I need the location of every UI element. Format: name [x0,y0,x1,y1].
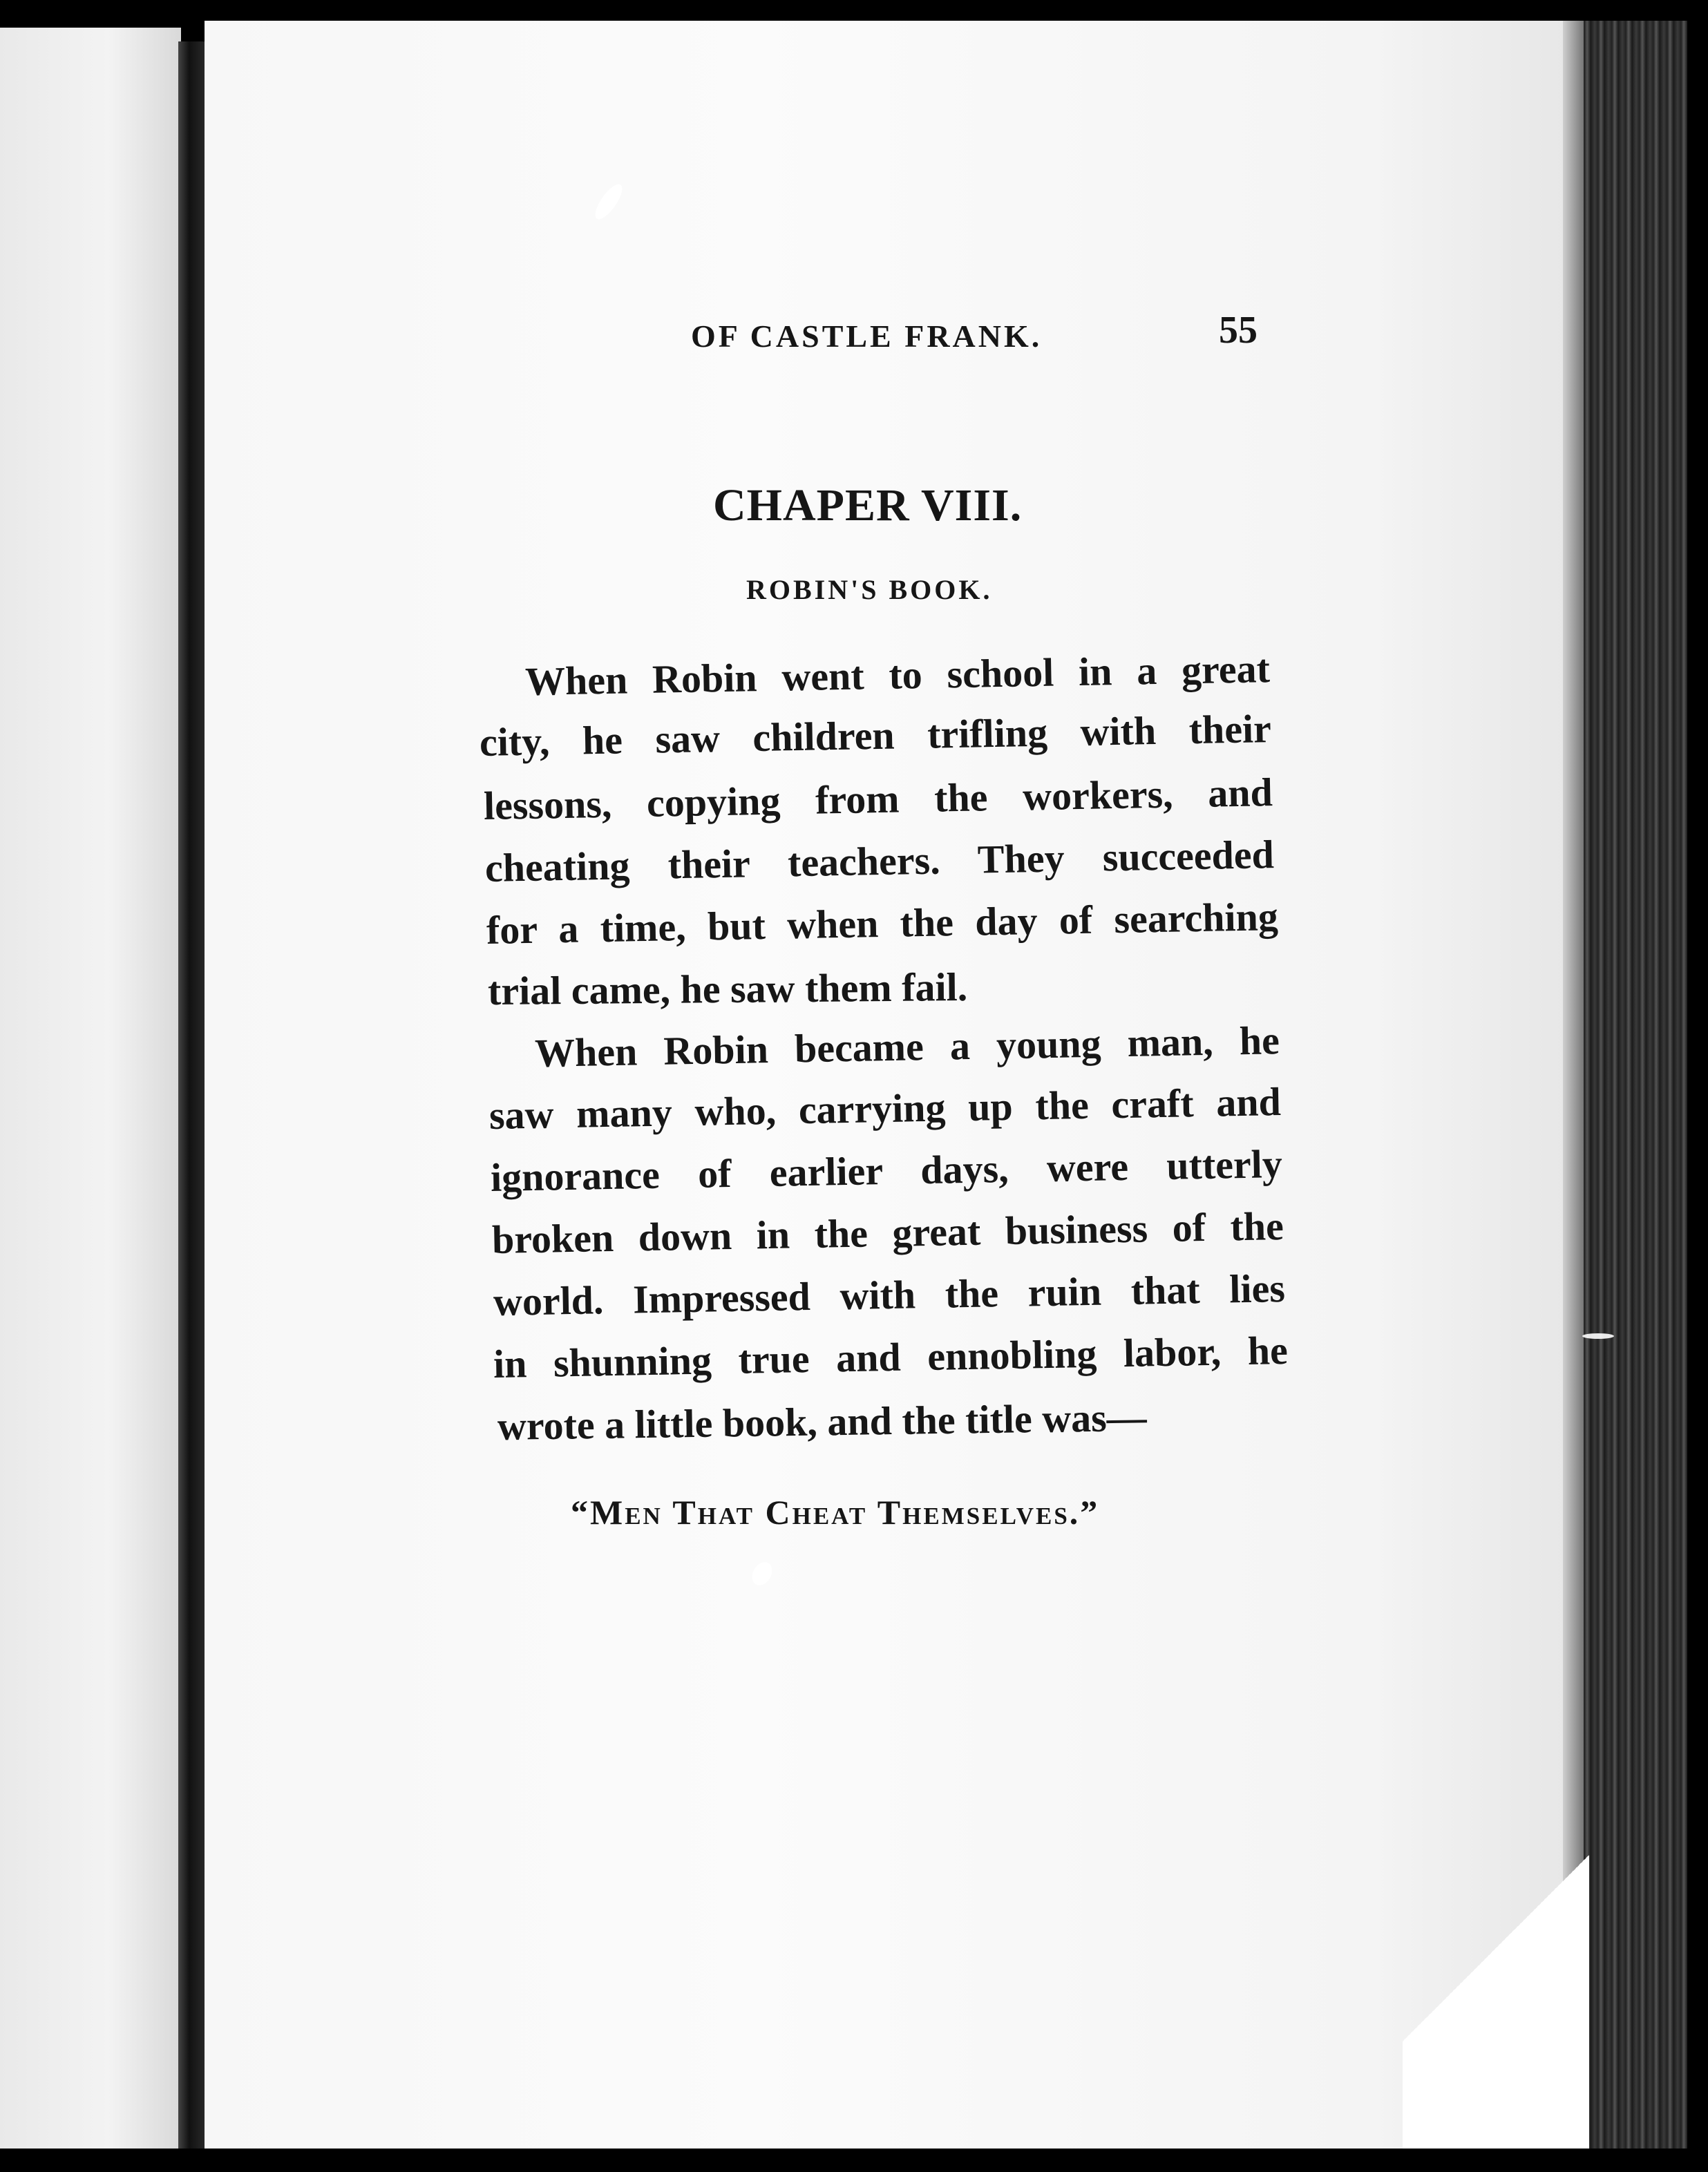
paragraph-line: saw many who, carrying up the craft and [488,1079,1282,1138]
paragraph-line: for a time, but when the day of searching [486,894,1279,953]
paragraph-line: wrote a little book, and the title was— [497,1394,1148,1449]
book-title: “Men That Cheat Themselves.” [571,1493,1100,1532]
paragraph-line: in shunning true and ennobling labor, he [493,1327,1289,1387]
paragraph-line: trial came, he saw them fail. [487,964,968,1013]
paragraph-line: world. Impressed with the ruin that lies [493,1266,1286,1324]
running-head: OF CASTLE FRANK. [691,318,1043,354]
paragraph-line: cheating their teachers. They succeeded [484,832,1275,890]
paragraph-line: ignorance of earlier days, were utterly [490,1141,1283,1200]
paragraph-line: When Robin became a young man, he [534,1018,1280,1076]
page-number: 55 [1219,309,1258,352]
paragraph-line: When Robin went to school in a great [524,646,1271,704]
scan-artifact [1582,1333,1614,1339]
paragraph-line: lessons, copying from the workers, and [483,770,1273,828]
left-facing-page-edge [0,28,181,2149]
paragraph-line: city, he saw children trifling with their [479,706,1272,765]
page-corner-glare [1403,1748,1589,2149]
chapter-subtitle: ROBIN'S BOOK. [746,574,993,605]
book-gutter [178,41,206,2149]
paragraph-line: broken down in the great business of the [491,1203,1284,1262]
chapter-title: CHAPER VIII. [713,480,1023,531]
